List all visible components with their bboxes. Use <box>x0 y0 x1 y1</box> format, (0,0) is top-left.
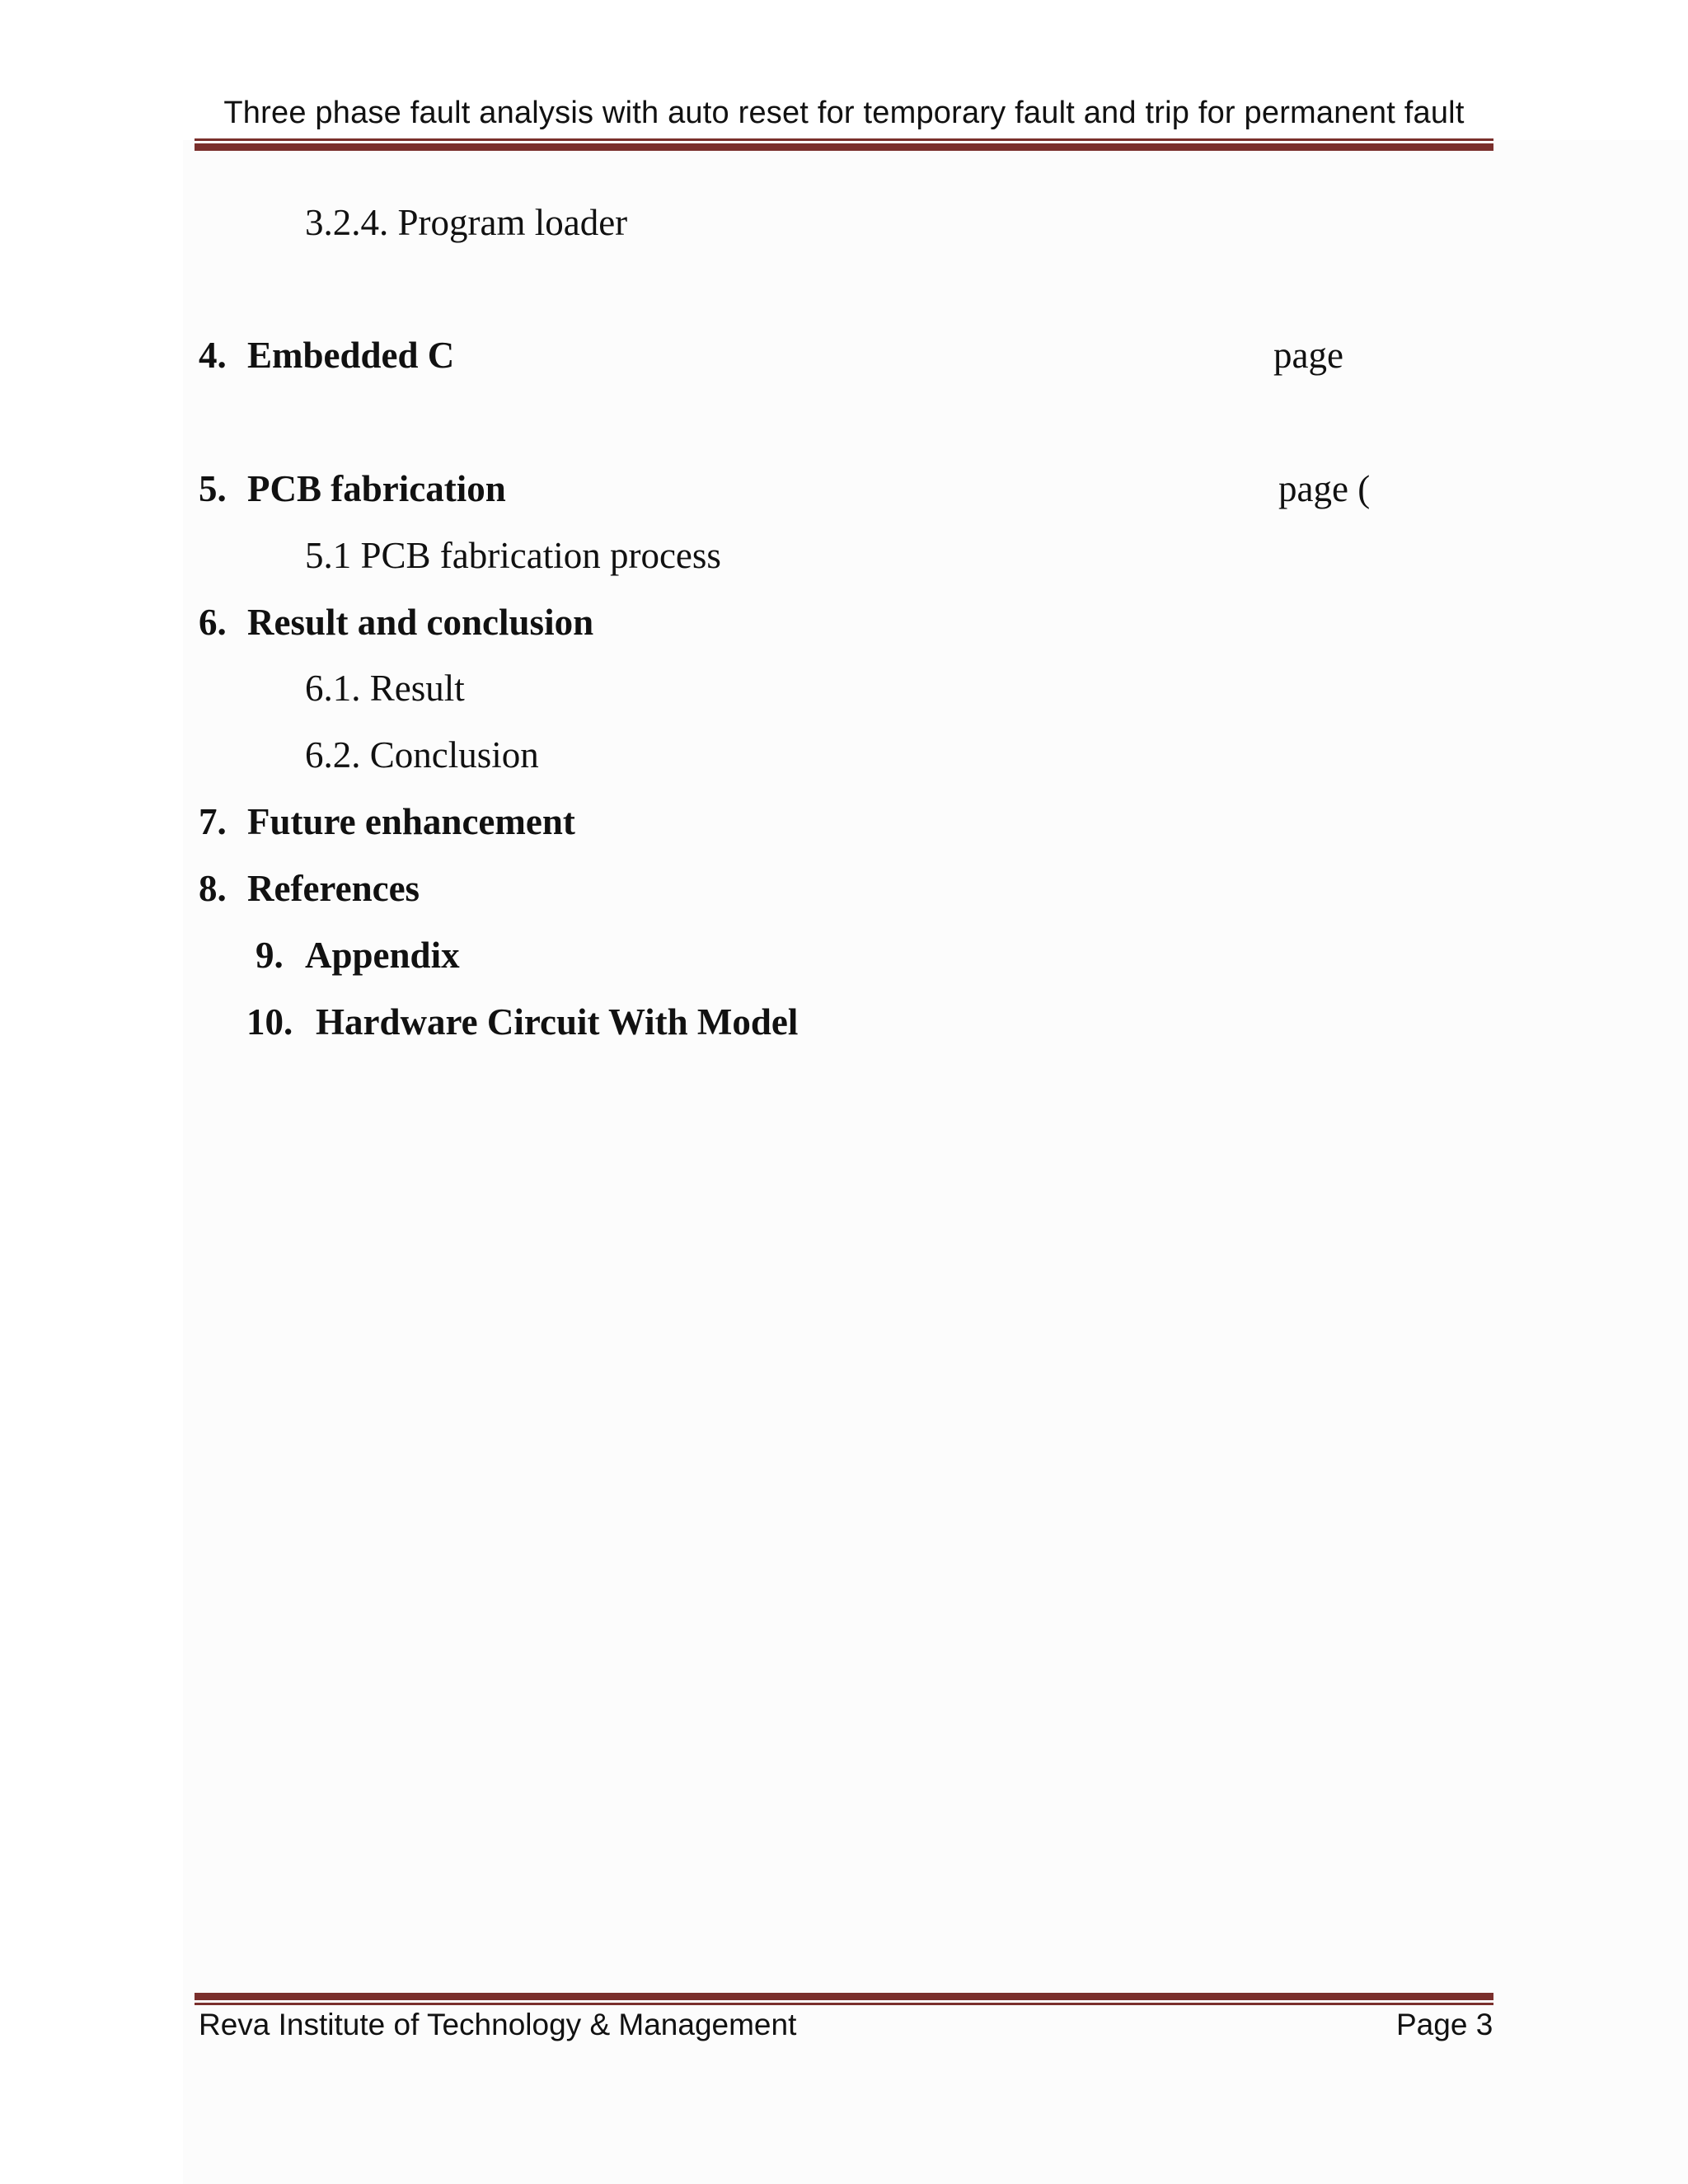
toc-entry-6-2: 6.2. Conclusion <box>305 734 539 776</box>
toc-entry-10-label: Hardware Circuit With Model <box>316 1001 799 1043</box>
toc-entry-7-label: Future enhancement <box>247 801 575 842</box>
toc-entry-9-number: 9. <box>256 935 284 976</box>
toc-entry-5-number: 5. <box>199 468 227 509</box>
toc-entry-7-number: 7. <box>199 801 227 842</box>
toc-entry-4-number: 4. <box>199 335 227 376</box>
toc-entry-6-number: 6. <box>199 602 227 643</box>
toc-entry-8-label: References <box>247 868 420 909</box>
toc-entry-4-label: Embedded C <box>247 335 455 376</box>
toc-entry-3-2-4: 3.2.4. Program loader <box>305 202 628 243</box>
running-header-title: Three phase fault analysis with auto reset for temporary fault and trip for permanent fault <box>223 96 1465 130</box>
toc-entry-8-number: 8. <box>199 868 227 909</box>
footer-institution: Reva Institute of Technology & Management <box>199 2008 797 2041</box>
toc-entry-10-number: 10. <box>246 1001 293 1043</box>
toc-entry-6-1: 6.1. Result <box>305 668 465 709</box>
toc-entry-4-page: page <box>1273 335 1343 376</box>
toc-entry-5-label: PCB fabrication <box>247 468 506 509</box>
toc-entry-6-label: Result and conclusion <box>247 602 594 643</box>
footer-page-number: Page 3 <box>1396 2008 1493 2041</box>
toc-entry-9-label: Appendix <box>305 935 460 976</box>
toc-entry-5-1: 5.1 PCB fabrication process <box>305 535 721 576</box>
footer-rule-thin <box>195 2003 1493 2005</box>
footer-rule-thick <box>195 1993 1493 2000</box>
toc-entry-5-page: page ( <box>1278 468 1371 509</box>
